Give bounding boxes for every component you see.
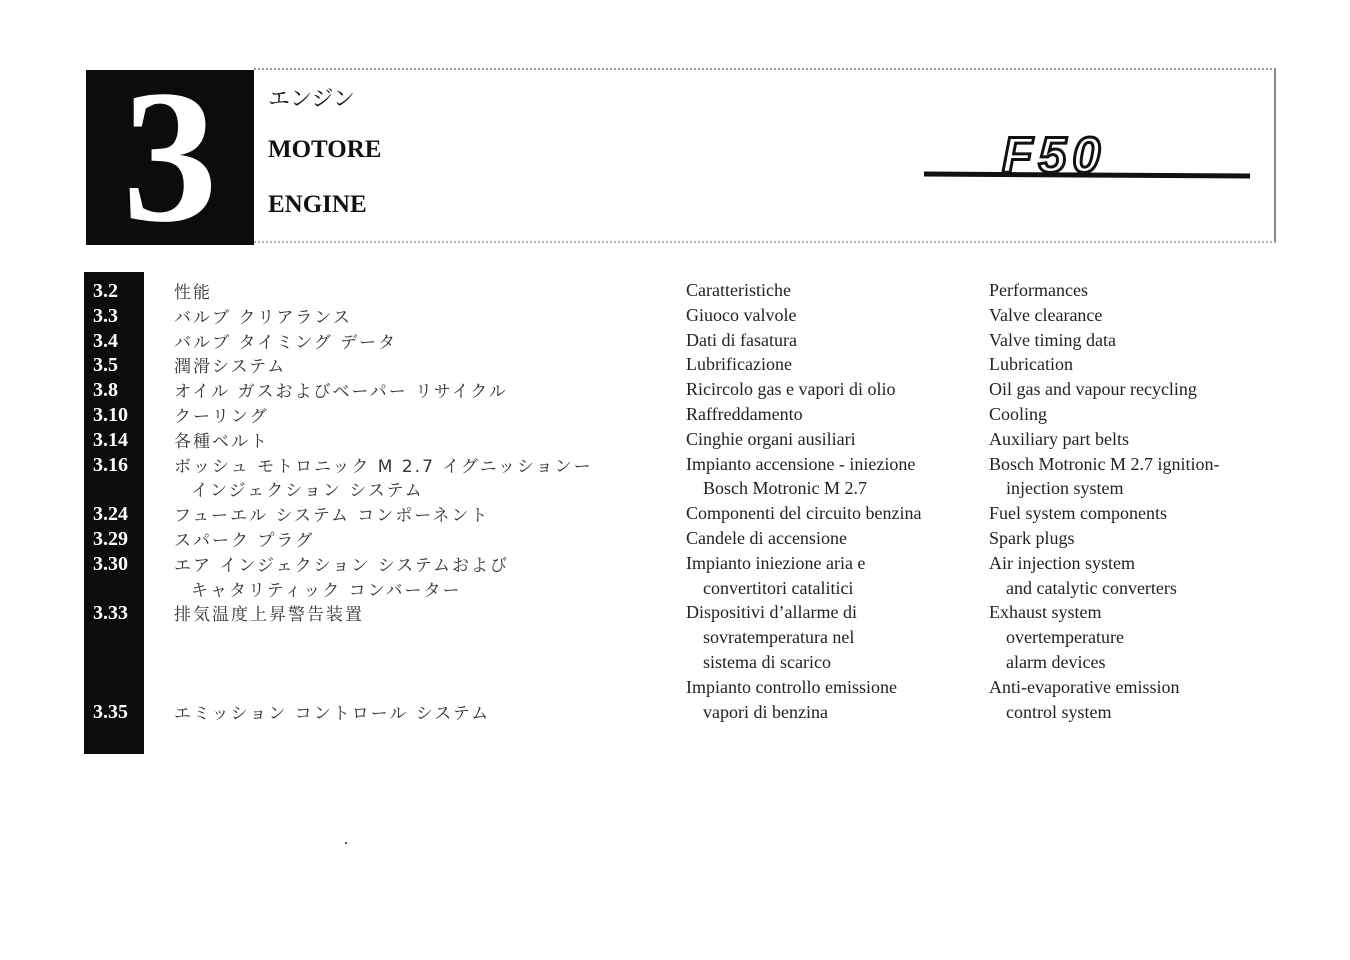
entry-en: Anti-evaporative emission: [989, 676, 1180, 697]
logo-text: F50: [1002, 128, 1107, 182]
entry-en: alarm devices: [1006, 652, 1106, 672]
section-number: 3.16: [93, 453, 128, 476]
entry-en: overtemperature: [1006, 627, 1124, 648]
entry-en: and catalytic converters: [1006, 577, 1177, 598]
section-number: 3.14: [93, 428, 128, 451]
entry-it: Impianto accensione - iniezione: [686, 453, 916, 474]
entry-en: Lubrication: [989, 354, 1073, 375]
entry-jp: エミッション コントロール システム: [174, 703, 491, 724]
entry-jp: クーリング: [174, 407, 269, 427]
entry-jp: スパーク プラグ: [174, 531, 315, 551]
entry-en: Oil gas and vapour recycling: [989, 379, 1197, 400]
entry-jp: 潤滑システム: [174, 357, 287, 378]
entry-it: Lubrificazione: [686, 354, 792, 375]
entry-en: Air injection system: [989, 552, 1135, 573]
entry-it: Impianto controllo emissione: [686, 676, 897, 697]
entry-en: Valve clearance: [989, 304, 1103, 325]
section-number: 3.24: [93, 503, 128, 526]
entry-it: Bosch Motronic M 2.7: [703, 478, 867, 499]
entry-it: Caratteristiche: [686, 280, 791, 300]
chapter-title-jp: エンジン: [268, 87, 355, 112]
section-number: 3.10: [93, 404, 128, 426]
entry-en: injection system: [1006, 478, 1124, 499]
entry-en: Performances: [989, 280, 1088, 300]
entry-en: Spark plugs: [989, 528, 1075, 548]
entry-jp: ボッシュ モトロニック M 2.7 イグニッションー: [174, 456, 593, 477]
section-number: 3.29: [93, 528, 128, 550]
chapter-number: 3: [122, 52, 218, 262]
section-number: 3.8: [93, 379, 118, 402]
entry-jp: エア インジェクション システムおよび: [174, 555, 510, 576]
entry-en: Bosch Motronic M 2.7 ignition-: [989, 453, 1220, 474]
entry-it: Giuoco valvole: [686, 304, 797, 325]
f50-logo: [922, 128, 1252, 182]
entry-en: Valve timing data: [989, 329, 1116, 350]
speck: [345, 842, 347, 844]
entry-jp: 性能: [174, 283, 212, 303]
entry-it: Ricircolo gas e vapori di olio: [686, 379, 896, 400]
entry-jp: バルブ タイミング データ: [174, 332, 398, 353]
entry-en: Auxiliary part belts: [989, 428, 1129, 449]
section-number: 3.4: [93, 329, 118, 352]
entry-it: vapori di benzina: [703, 701, 828, 722]
entry-it: Componenti del circuito benzina: [686, 503, 922, 524]
section-number: 3.2: [93, 280, 118, 302]
entry-jp: 各種ベルト: [174, 431, 269, 452]
entry-jp: キャタリティック コンバーター: [191, 580, 462, 601]
entry-en: Cooling: [989, 404, 1048, 424]
entry-it: Dispositivi d’allarme di: [686, 602, 857, 623]
section-number: 3.3: [93, 304, 118, 327]
entry-it: Raffreddamento: [686, 404, 803, 424]
entry-it: Candele di accensione: [686, 528, 847, 548]
chapter-title-en: ENGINE: [268, 191, 367, 218]
entry-jp: オイル ガスおよびベーパー リサイクル: [174, 382, 508, 403]
chapter-title-it: MOTORE: [268, 136, 382, 163]
entry-it: sistema di scarico: [703, 652, 831, 672]
entry-jp: 排気温度上昇警告装置: [174, 605, 364, 626]
entry-en: Exhaust system: [989, 602, 1102, 623]
section-number: 3.30: [93, 552, 128, 575]
section-number: 3.5: [93, 354, 118, 377]
entry-en: control system: [1006, 701, 1112, 722]
entry-jp: バルブ クリアランス: [174, 307, 352, 328]
entry-it: sovratemperatura nel: [703, 627, 855, 648]
entry-en: Fuel system components: [989, 503, 1167, 524]
chapter-number-block: [86, 52, 254, 262]
entry-it: convertitori catalitici: [703, 577, 854, 598]
entry-jp: フューエル システム コンポーネント: [174, 506, 490, 527]
section-number: 3.35: [93, 700, 128, 723]
entry-jp: インジェクション システム: [191, 481, 424, 502]
entry-it: Dati di fasatura: [686, 329, 797, 350]
entry-it: Impianto iniezione aria e: [686, 552, 866, 573]
section-number: 3.33: [93, 602, 128, 625]
entry-it: Cinghie organi ausiliari: [686, 428, 856, 449]
